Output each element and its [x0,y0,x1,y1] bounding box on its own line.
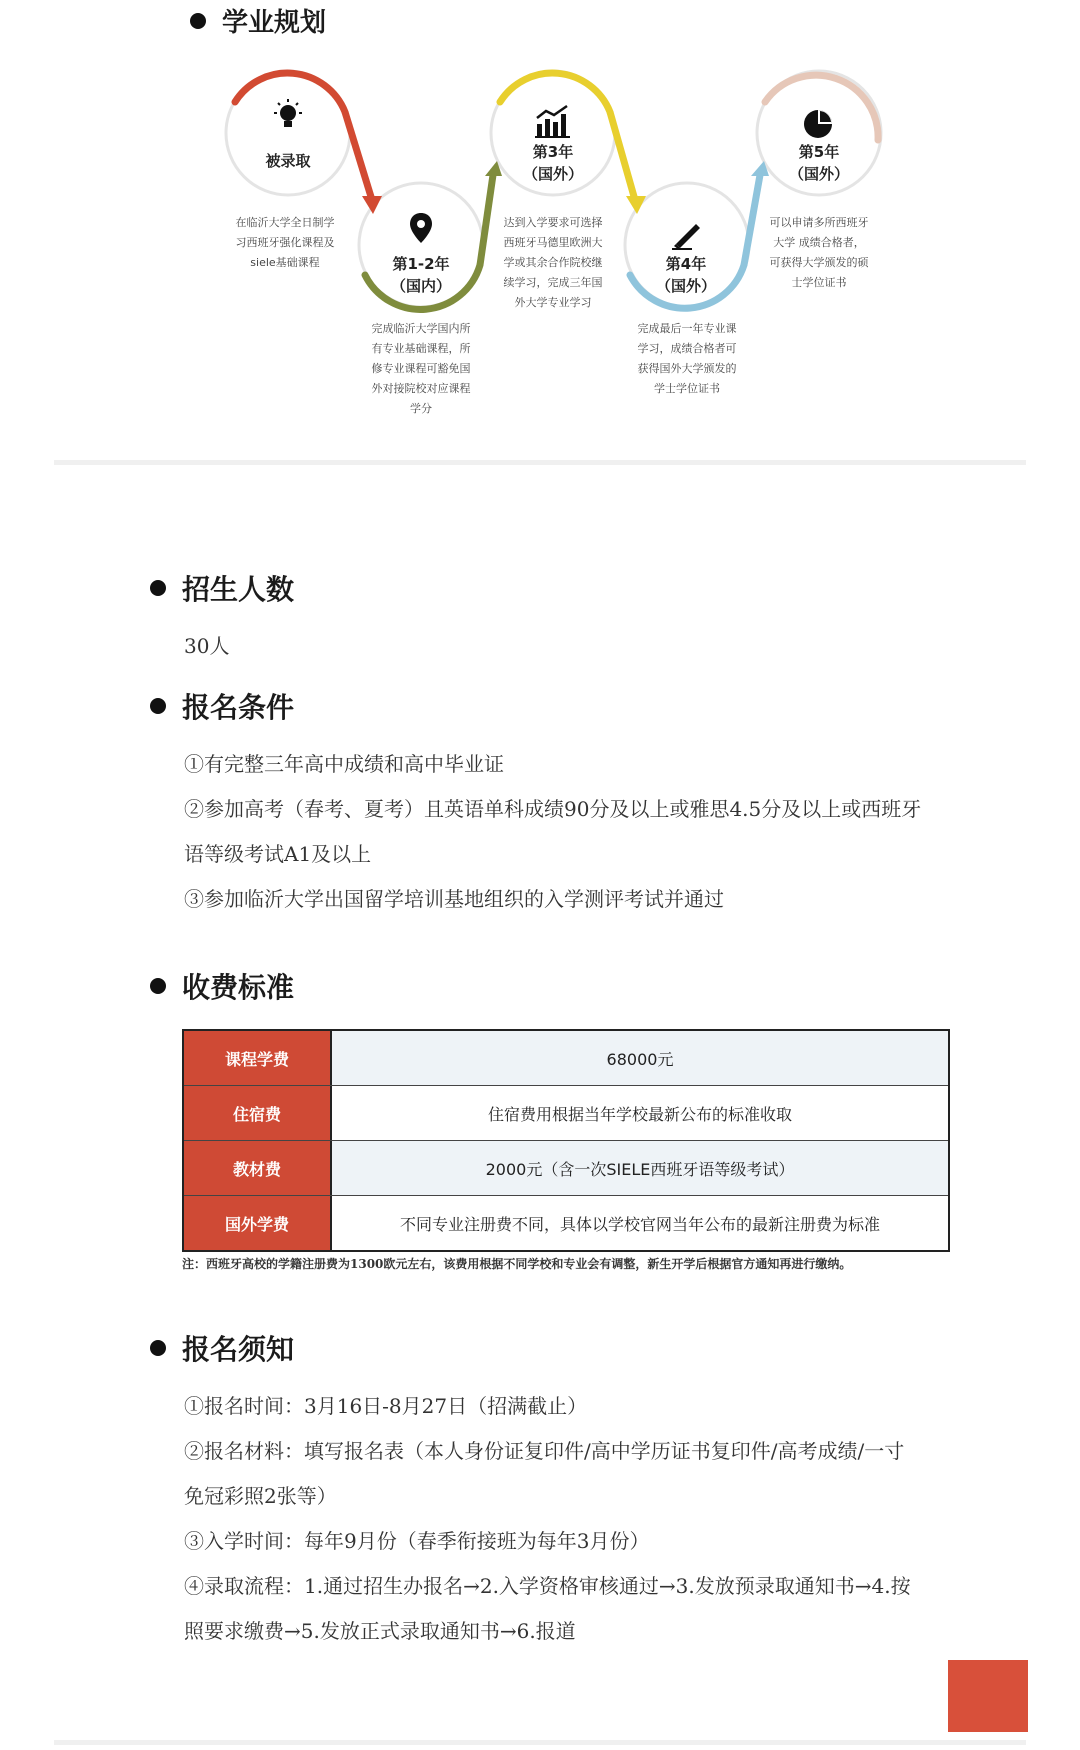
section-title: 学业规划 [222,8,327,38]
desc-line: 完成临沂大学国内所 [371,322,471,335]
fee-key: 教材费 [184,1141,332,1195]
fee-table [182,1029,950,1252]
fee-key: 住宿费 [184,1086,332,1140]
section-title: 报名条件 [182,691,295,724]
node-year: 第1-2年 [392,255,450,273]
desc-line: 在临沂大学全日制学 [235,216,335,229]
table-row [184,1031,948,1086]
node-year: 第4年 [665,255,707,273]
notice-line-3: ③入学时间：每年9月份（春季衔接班为每年3月份） [184,1529,650,1553]
fee-value: 住宿费用根据当年学校最新公布的标准收取 [487,1104,792,1124]
desc-line: 学或其余合作院校继 [503,256,603,269]
node-location: （国外） [788,165,849,183]
desc-line: 学分 [410,402,432,415]
desc-line: 大学 成绩合格者， [773,236,865,249]
node-admitted-label: 被录取 [265,152,311,170]
fee-key: 课程学费 [184,1031,332,1085]
pie-chart-icon [802,108,834,140]
bottom-divider [54,1740,1026,1745]
desc-line: 学习，成绩合格者可 [637,342,737,355]
notice-line-2b: 免冠彩照2张等） [184,1484,337,1508]
desc-line: 可获得大学颁发的硕 [769,256,869,269]
fee-value: 2000元（含一次SIELE西班牙语等级考试） [332,1141,948,1195]
section-title: 收费标准 [182,971,295,1004]
desc-line: 学士学位证书 [654,382,720,395]
desc-line: 完成最后一年专业课 [637,322,737,335]
enrollment-value: 30人 [184,634,230,658]
scroll-top-button[interactable] [948,1660,1028,1732]
desc-line: 西班牙马德里欧洲大 [503,236,603,249]
node-year3-label [503,141,603,185]
requirement-line-2: ②参加高考（春考、夏考）且英语单科成绩90分及以上或雅思4.5分及以上或西班牙 [184,797,922,821]
desc-line: 可以申请多所西班牙 [769,216,869,229]
node-admitted-desc [215,213,355,273]
node-year1-2-desc [350,319,492,419]
desc-line: 修专业课程可豁免国 [371,362,471,375]
fee-note: 注：西班牙高校的学籍注册费为1300欧元左右，该费用根据不同学校和专业会有调整，新生开学后根据官方通知再进行缴纳。 [182,1257,852,1271]
notice-line-1: ①报名时间：3月16日-8月27日（招满截止） [184,1394,588,1418]
desc-line: 习西班牙强化课程及 [235,236,335,249]
lightbulb-icon [270,98,306,134]
desc-line: 达到入学要求可选择 [503,216,603,229]
bullet-icon [150,978,166,994]
desc-line: 获得国外大学颁发的 [637,362,737,375]
node-year: 第5年 [798,143,840,161]
section-fees-header [150,966,294,1006]
node-year: 第3年 [532,143,574,161]
requirement-line-1: ①有完整三年高中成绩和高中毕业证 [184,752,504,776]
bullet-icon [150,1340,166,1356]
table-row [184,1196,948,1250]
requirement-line-2b: 语等级考试A1及以上 [184,842,372,866]
bar-chart-icon [534,104,572,140]
requirement-line-3: ③参加临沂大学出国留学培训基地组织的入学测评考试并通过 [184,887,724,911]
section-enrollment-header [150,568,294,608]
desc-line: 续学习，完成三年国 [503,276,603,289]
node-year5-desc [748,213,890,293]
desc-line: 有专业基础课程，所 [371,342,471,355]
fee-key: 国外学费 [184,1196,332,1250]
fee-value: 不同专业注册费不同，具体以学校官网当年公布的最新注册费为标准 [399,1214,880,1234]
section-requirements-header [150,686,294,726]
desc-line: 士学位证书 [791,276,847,289]
notice-line-2: ②报名材料：填写报名表（本人身份证复印件/高中学历证书复印件/高考成绩/一寸 [184,1439,905,1463]
notice-line-4: ④录取流程：1.通过招生办报名→2.入学资格审核通过→3.发放预录取通知书→4.按 [184,1574,911,1598]
location-pin-icon [408,212,434,244]
desc-line: 外对接院校对应课程 [371,382,471,395]
notice-line-4b: 照要求缴费→5.发放正式录取通知书→6.报道 [184,1619,576,1643]
node-location: （国内） [390,277,451,295]
bullet-icon [150,580,166,596]
table-row [184,1086,948,1141]
desc-line: siele基础课程 [250,256,320,269]
section-divider [54,460,1026,465]
node-year4-label [636,253,736,297]
node-location: （国外） [522,165,583,183]
node-year4-desc [616,319,758,399]
desc-line: 外大学专业学习 [514,296,592,309]
section-title: 招生人数 [182,573,295,606]
section-notice-header [150,1328,294,1368]
node-year3-desc [482,213,624,313]
section-title: 报名须知 [182,1333,295,1366]
node-year5-label [769,141,869,185]
study-plan-diagram [0,0,1080,440]
fee-value: 68000元 [332,1031,948,1085]
bullet-icon [150,698,166,714]
node-year1-2-label [371,253,471,297]
table-row [184,1141,948,1196]
pencil-icon [670,220,704,250]
node-location: （国外） [655,277,716,295]
